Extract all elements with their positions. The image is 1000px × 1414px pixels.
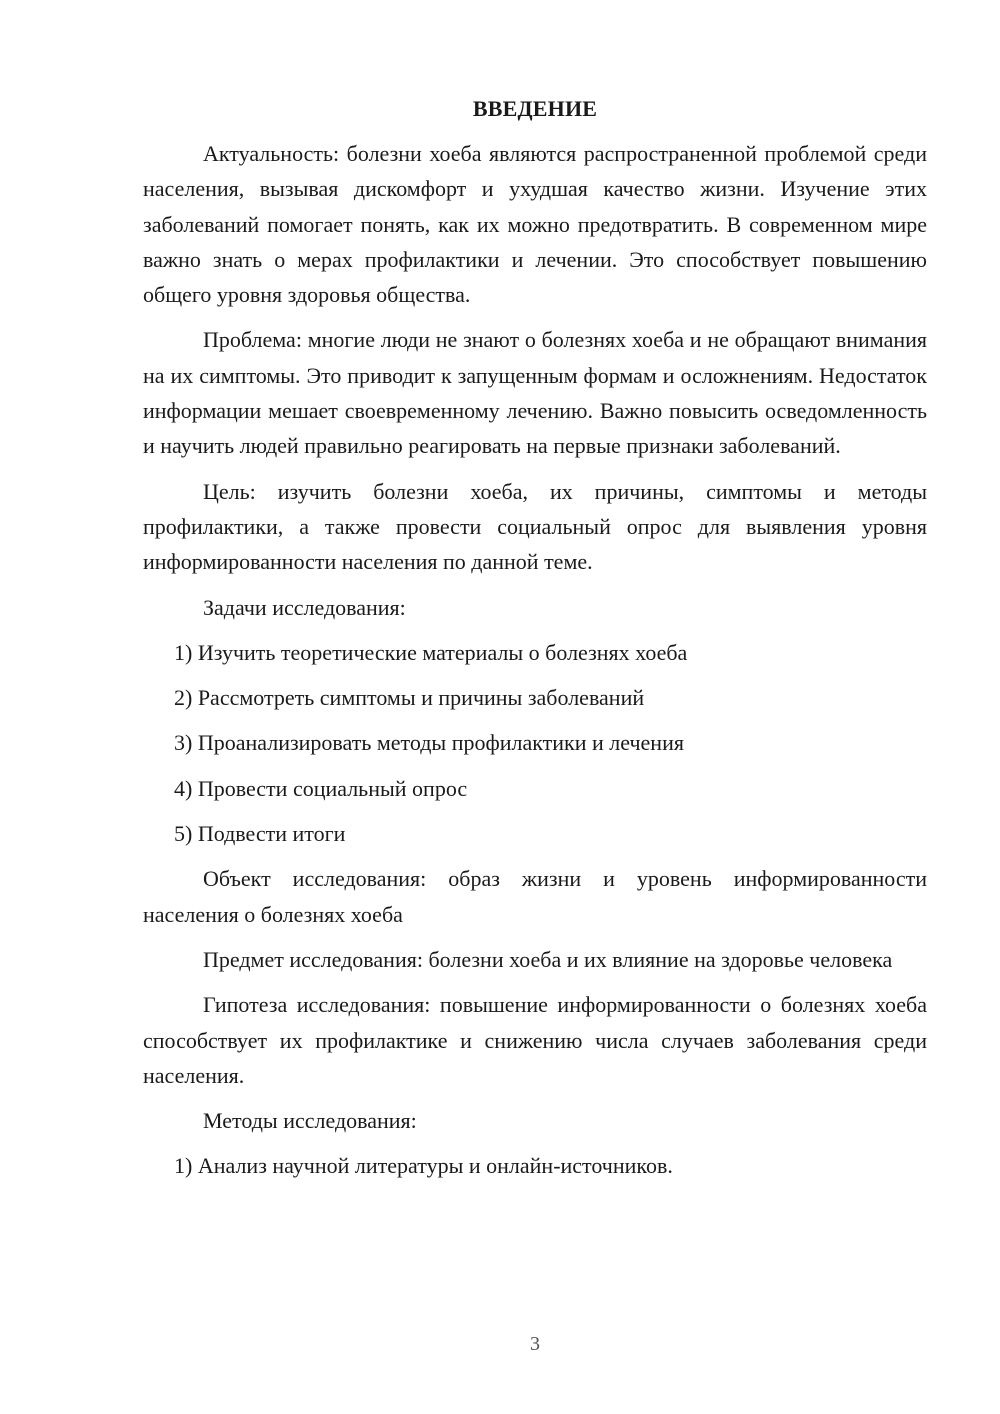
section-title: ВВЕДЕНИЕ [472,96,598,121]
relevance-paragraph: Актуальность: болезни хоеба являются распространенной проблемой среди населения, вызывая дискомфорт и ухудшая качество жизни. Изучение этих заболеваний помогает понять, как их можно предотвратить. В современном мире важно знать о мерах профилактики и лечении. Это способствует повышению общего уровня здоровья общества. [143,141,927,308]
tasks-heading: Задачи исследования: [203,594,406,620]
page-content [143,94,927,1194]
task-item-1: 1) Изучить теоретические материалы о болезнях хоеба [174,639,688,665]
task-item-5: 5) Подвести итоги [174,821,346,847]
page-number: 3 [530,1333,540,1355]
subject-paragraph: Предмет исследования: болезни хоеба и их влияние на здоровье человека [203,946,893,972]
goal-paragraph: Цель: изучить болезни хоеба, их причины, симптомы и методы профилактики, а также провести социальный опрос для выявления уровня информированности населения по данной теме. [143,478,927,575]
hypothesis-paragraph: Гипотеза исследования: повышение информированности о болезнях хоеба способствует их профилактике и снижению числа случаев заболевания среди населения. [143,992,927,1088]
task-item-2: 2) Рассмотреть симптомы и причины заболеваний [174,685,645,711]
problem-paragraph: Проблема: многие люди не знают о болезнях хоеба и не обращают внимания на их симптомы. Это приводит к запущенным формам и осложнениям. Недостаток информации мешает своевременному лечению. Важно повысить осведомленность и научить людей правильно реагировать на первые признаки заболеваний. [143,327,927,459]
task-item-3: 3) Проанализировать методы профилактики и лечения [174,730,684,756]
methods-heading: Методы исследования: [203,1108,417,1134]
task-item-4: 4) Провести социальный опрос [174,775,468,801]
object-paragraph: Объект исследования: образ жизни и уровень информированности населения о болезнях хоеба [143,866,927,927]
method-item-1: 1) Анализ научной литературы и онлайн-источников. [174,1153,673,1179]
